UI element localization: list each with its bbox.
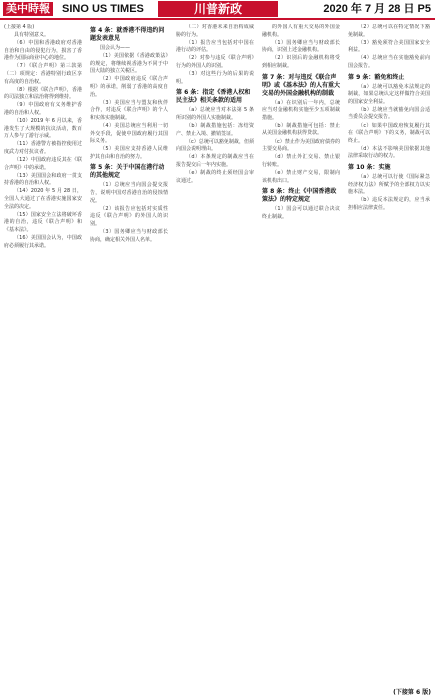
paragraph: （3）美国应当与盟友和伙伴合作，对违反《联合声明》的个人和实体实施制裁。	[90, 99, 168, 121]
paragraph: （b）违反本法规定的，应当承担相应法律责任。	[348, 197, 430, 211]
paragraph: （c）总统可以豁免制裁，但须向国会说明理由。	[176, 138, 254, 153]
column-5	[348, 24, 430, 686]
section-heading: 第 6 条：指定《香港人权和民主法》相关条款的适用	[176, 89, 251, 105]
paragraph: （a）总统可以豁免本法规定的制裁，如果总统认定这样做符合美国的国家安全利益。	[348, 83, 430, 105]
section-title: 川普新政	[158, 1, 278, 17]
paragraph: （11）香港警方被指控使用过度武力对付抗议者。	[4, 141, 82, 155]
paragraph: （a）在识别后一年内，总统应当对金融机构实施至少五项制裁措施。	[262, 99, 340, 121]
column-3-body	[176, 24, 254, 185]
paragraph: 的外国人有重大交易的外国金融机构。	[262, 24, 340, 38]
paragraph: （c）禁止作为美国政府债券的主要交易商。	[262, 138, 340, 153]
paragraph: （c）如果中国政府恢复履行其在《联合声明》下的义务，制裁可以终止。	[348, 122, 430, 144]
paragraph: （3）国务卿应当与财政部长协商，确定相关外国人名单。	[90, 228, 168, 243]
section-heading: 第 10 条：实施	[348, 164, 391, 171]
paragraph: （2）总统可以在特定情况下豁免制裁。	[348, 24, 430, 38]
paragraph: （d）本法不影响美国依据其他法律采取行动的权力。	[348, 145, 430, 160]
paragraph: （7）《联合声明》第三款第（二）项规定：香港特别行政区享有高度的自治权。	[4, 63, 82, 85]
paragraph: （6）中国和香港政府对香港自治和自由的侵犯行为，损害了香港作为国际商业中心的地位。	[4, 40, 82, 62]
paragraph: （2）识别后的金融机构将受到相应制裁。	[262, 55, 340, 69]
column-1	[4, 24, 82, 686]
paragraph: 国会认为——	[100, 45, 131, 51]
column-4	[262, 24, 340, 686]
section-heading: 第 4 条：就香港不得违约问题发表意见	[90, 27, 165, 42]
column-5-body	[348, 24, 430, 212]
paragraph: （1）报告应当包括对中国在港行动的评估。	[176, 39, 254, 54]
paragraph: （16）美国国会认为，中国政府必须履行其承诺。	[4, 235, 82, 249]
section-heading: 第 8 条：终止《中国香港政策法》的特定规定	[262, 188, 337, 204]
paragraph: （13）美国国会和政府一贯支持香港的自治和人权。	[4, 172, 82, 187]
paragraph: （b）总统应当就豁免向国会适当委员会提交报告。	[348, 106, 430, 121]
paragraph: （b）制裁措施包括：冻结资产、禁止入境、撤销签证。	[176, 122, 254, 137]
paragraph: （1）国务卿应当与财政部长协商，识别上述金融机构。	[262, 39, 340, 54]
paragraph: （2）该报告应包括对实质性违反《联合声明》的外国人的识别。	[90, 205, 168, 227]
paragraph: （d）本条规定的制裁应当在报告提交后一年内实施。	[176, 154, 254, 168]
paragraph: （2）对参与违反《联合声明》行为的外国人的识别。	[176, 55, 254, 69]
paragraph: （1）国会可以通过联合决议终止制裁。	[262, 206, 340, 220]
column-2	[90, 24, 168, 686]
paragraph: （b）制裁措施可包括：禁止从美国金融机构获得贷款。	[262, 122, 340, 137]
newspaper-logo: 美中時報	[3, 2, 53, 16]
paragraph: （a）总统可以行使《国际紧急经济权力法》所赋予的全部权力以实施本法。	[348, 174, 430, 196]
column-1-body	[4, 32, 82, 250]
paragraph: （1）美国依据《香港政策法》的规定，将继续视香港为不同于中国大陆的独立关税区。	[90, 53, 168, 75]
date-page: 2020 年 7 月 28 日 P5	[323, 3, 431, 15]
paragraph: （14）2020 年 5 月 28 日，全国人大通过了在香港实施国家安全法的决定。	[4, 188, 82, 210]
paragraph: 具有特别意义。	[14, 32, 50, 39]
paragraph: （3）豁免须符合美国国家安全利益。	[348, 39, 430, 54]
paragraph: （12）中国政府违反其在《联合声明》中的承诺。	[4, 157, 82, 171]
column-4-body	[262, 24, 340, 221]
section-heading: 第 9 条：豁免和终止	[348, 73, 405, 81]
paragraph: （4）总统应当在实施豁免前向国会报告。	[348, 55, 430, 69]
paragraph: （a）总统应当对本法第 5 条所识别的外国人实施制裁。	[176, 107, 254, 121]
column-2-body	[90, 27, 168, 244]
paragraph: （d）禁止外汇交易、禁止银行转账。	[262, 154, 340, 168]
paragraph: （二）对香港未来自治构成威胁的行为。	[176, 24, 254, 38]
paragraph: （4）美国总统应当利用一切外交手段，促使中国政府履行其国际义务。	[90, 122, 168, 145]
paragraph: （5）美国应支持香港人民维护其自由和自治的努力。	[90, 146, 168, 160]
paragraph: （3）对这些行为的后果的说明。	[176, 71, 254, 85]
column-3	[176, 24, 254, 686]
paragraph: （8）根据《联合声明》，香港的司法独立和法治将得到维持。	[4, 86, 82, 101]
header-rule	[0, 18, 435, 20]
paragraph: （2）中国政府违反《联合声明》的承诺，削弱了香港的高度自治。	[90, 76, 168, 98]
page-label-top: (上接第 4 版)	[4, 24, 35, 30]
paragraph: （15）国家安全立法将破坏香港的自治，违反《联合声明》和《基本法》。	[4, 211, 82, 233]
section-heading: 第 5 条：关于中国在港行动的其他规定	[90, 164, 165, 180]
paragraph: （e）禁止财产交易，限制向该机构出口。	[262, 169, 340, 184]
paragraph: （e）制裁的终止须经国会审议通过。	[176, 170, 254, 184]
paragraph: （10）2019 年 6 月以来，香港发生了大规模的抗议活动，数百万人参与了游行示威。	[4, 118, 82, 140]
paragraph: （9）中国政府有义务维护香港的自治和人权。	[4, 102, 82, 117]
masthead	[0, 0, 435, 18]
brand-name: SINO US TIMES	[62, 3, 144, 15]
paragraph: （1）总统应当向国会提交报告，说明中国对香港自治的侵蚀情况。	[90, 182, 168, 204]
section-heading: 第 7 条：对与违反《联合声明》或《基本法》的人有重大交易的外国金融机构的制裁	[262, 73, 340, 97]
page-label-bottom: (下接第 6 版)	[393, 689, 431, 696]
